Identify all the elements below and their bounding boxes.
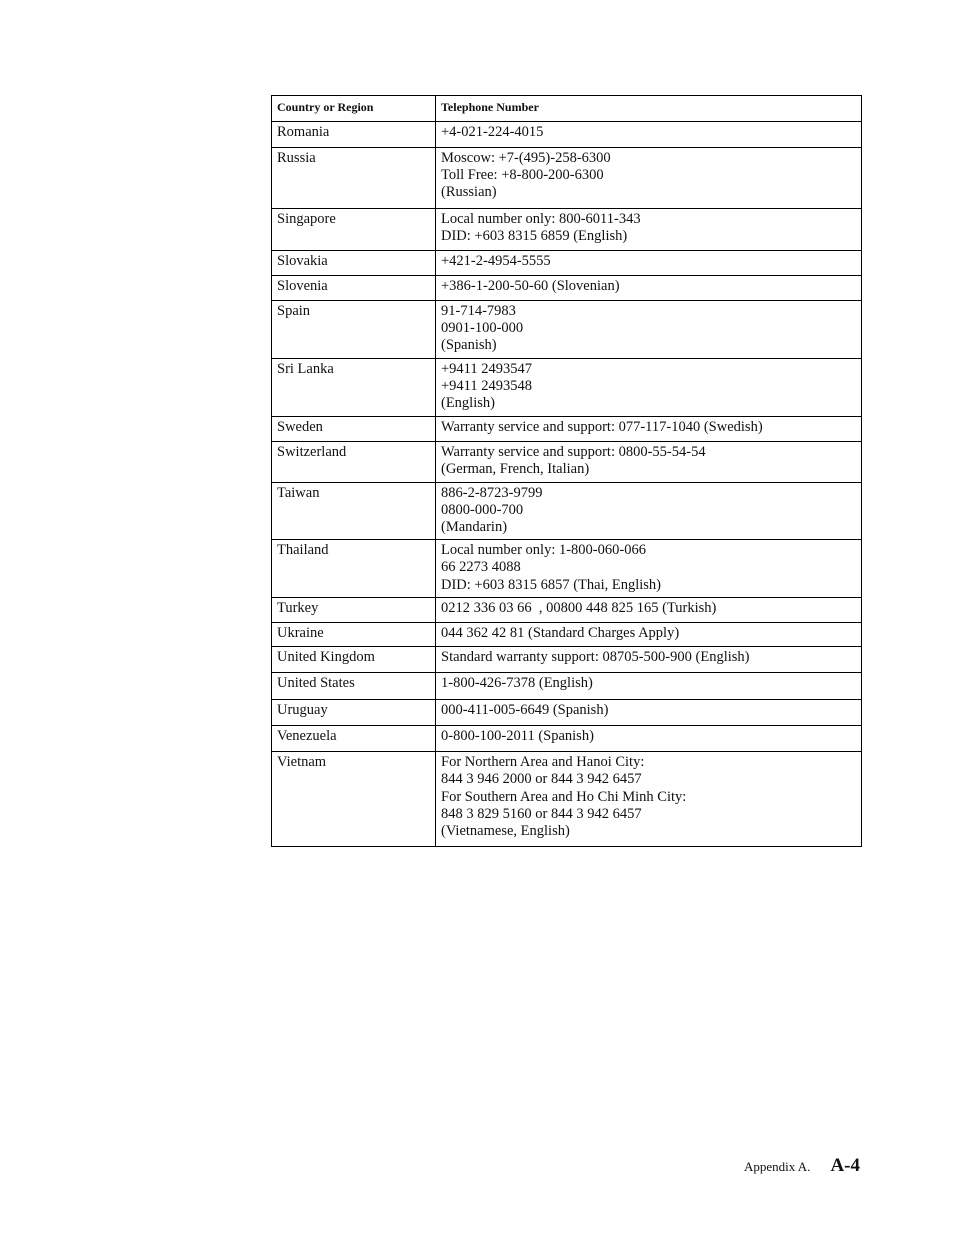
- phone-line: (Mandarin): [441, 519, 508, 536]
- phone-line: 844 3 946 2000 or 844 3 942 6457: [441, 771, 642, 788]
- phone-line: 0800-000-700: [441, 501, 524, 518]
- phone-line: 0901-100-000: [441, 320, 524, 337]
- header-country: Country or Region: [272, 96, 436, 122]
- table-row: [272, 301, 862, 359]
- phone-line: +421-2-4954-5555: [441, 253, 551, 269]
- table-row: [272, 482, 862, 540]
- header-telephone: Telephone Number: [436, 96, 862, 122]
- phone-line: +9411 2493547: [441, 361, 533, 377]
- table-row: [272, 148, 862, 209]
- country-cell: Sweden: [272, 416, 436, 441]
- phone-cell: [436, 148, 862, 209]
- country-cell: United States: [272, 673, 436, 700]
- phone-line: For Southern Area and Ho Chi Minh City:: [441, 788, 687, 805]
- phone-line: 000-411-005-6649 (Spanish): [441, 702, 609, 719]
- table-row: [272, 441, 862, 482]
- phone-line: (Vietnamese, English): [441, 823, 570, 840]
- country-cell: Thailand: [272, 540, 436, 598]
- table-body: [272, 122, 862, 847]
- phone-line: Toll Free: +8-800-200-6300: [441, 167, 604, 184]
- table-row: [272, 623, 862, 647]
- country-cell: Vietnam: [272, 752, 436, 847]
- country-cell: Ukraine: [272, 623, 436, 647]
- table-row: [272, 359, 862, 417]
- phone-line: (Russian): [441, 184, 497, 201]
- phone-cell: [436, 482, 862, 540]
- phone-cell: [436, 647, 862, 673]
- country-cell: Singapore: [272, 209, 436, 251]
- phone-cell: [436, 673, 862, 700]
- phone-cell: [436, 441, 862, 482]
- country-cell: Switzerland: [272, 441, 436, 482]
- phone-line: Local number only: 800-6011-343: [441, 211, 641, 227]
- table-row: [272, 726, 862, 752]
- phone-line: 0212 336 03 66 , 00800 448 825 165 (Turkish): [441, 600, 717, 617]
- table-row: [272, 700, 862, 726]
- phone-line: (Spanish): [441, 337, 497, 354]
- phone-line: (German, French, Italian): [441, 460, 590, 477]
- phone-cell: [436, 540, 862, 598]
- country-cell: Slovenia: [272, 276, 436, 301]
- phone-line: +386-1-200-50-60 (Slovenian): [441, 278, 620, 294]
- country-cell: Spain: [272, 301, 436, 359]
- phone-line: Moscow: +7-(495)-258-6300: [441, 150, 611, 166]
- phone-cell: [436, 623, 862, 647]
- phone-line: +9411 2493548: [441, 378, 533, 395]
- table-row: [272, 540, 862, 598]
- phone-cell: [436, 209, 862, 251]
- phone-line: DID: +603 8315 6857 (Thai, English): [441, 576, 662, 593]
- phone-line: 91-714-7983: [441, 303, 516, 319]
- phone-line: 848 3 829 5160 or 844 3 942 6457: [441, 805, 642, 822]
- table-row: [272, 598, 862, 623]
- table-row: [272, 276, 862, 301]
- phone-cell: [436, 122, 862, 148]
- phone-cell: [436, 251, 862, 276]
- phone-cell: [436, 276, 862, 301]
- page-number: A-4: [830, 1155, 860, 1176]
- phone-line: (English): [441, 395, 495, 412]
- country-cell: Russia: [272, 148, 436, 209]
- phone-cell: [436, 752, 862, 847]
- phone-line: 66 2273 4088: [441, 559, 521, 576]
- phone-line: Local number only: 1-800-060-066: [441, 542, 646, 559]
- table-row: [272, 122, 862, 148]
- table-row: [272, 251, 862, 276]
- table-row: [272, 647, 862, 673]
- country-cell: Sri Lanka: [272, 359, 436, 417]
- phone-line: 1-800-426-7378 (English): [441, 675, 593, 692]
- table-header-row: [272, 96, 862, 122]
- phone-line: Warranty service and support: 077-117-1040 (Swedish): [441, 418, 763, 435]
- page-footer: [744, 1155, 860, 1177]
- phone-cell: [436, 359, 862, 417]
- table-row: [272, 673, 862, 700]
- support-phone-table: [271, 95, 862, 847]
- table-row: [272, 752, 862, 847]
- phone-cell: [436, 301, 862, 359]
- country-cell: Taiwan: [272, 482, 436, 540]
- phone-line: DID: +603 8315 6859 (English): [441, 228, 628, 245]
- phone-cell: [436, 598, 862, 623]
- appendix-label: Appendix A.: [743, 1159, 811, 1174]
- country-cell: United Kingdom: [272, 647, 436, 673]
- phone-line: For Northern Area and Hanoi City:: [441, 754, 645, 771]
- country-cell: Turkey: [272, 598, 436, 623]
- phone-line: 044 362 42 81 (Standard Charges Apply): [441, 625, 680, 642]
- country-cell: Romania: [272, 122, 436, 148]
- table-row: [272, 209, 862, 251]
- phone-line: Standard warranty support: 08705-500-900 (English): [441, 649, 750, 666]
- phone-line: 886-2-8723-9799: [441, 484, 543, 501]
- phone-line: 0-800-100-2011 (Spanish): [441, 728, 594, 745]
- country-cell: Slovakia: [272, 251, 436, 276]
- phone-cell: [436, 700, 862, 726]
- phone-line: +4-021-224-4015: [441, 124, 544, 140]
- phone-cell: [436, 726, 862, 752]
- country-cell: Venezuela: [272, 726, 436, 752]
- phone-cell: [436, 416, 862, 441]
- country-cell: Uruguay: [272, 700, 436, 726]
- phone-line: Warranty service and support: 0800-55-54-54: [441, 443, 706, 460]
- table-row: [272, 416, 862, 441]
